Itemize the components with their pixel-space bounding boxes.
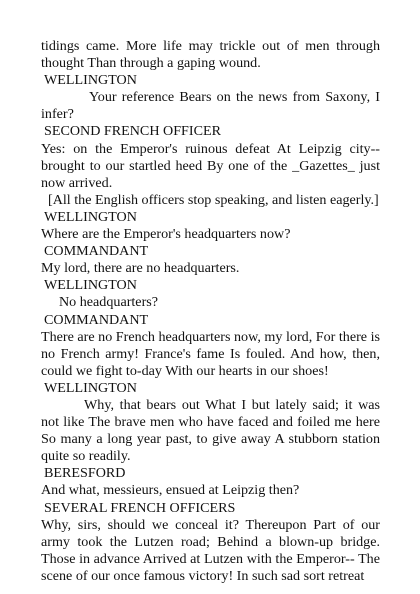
verse-text: My lord, there are no headquarters. [41,260,240,277]
speaker-name: WELLINGTON [44,277,137,294]
speaker-name: COMMANDANT [44,243,149,260]
speaker-name: BERESFORD [44,465,126,482]
verse-text: There are no French headquarters now, my lord, For there is no French army! France's fame Is fouled. And how, then, could we fight to-day With our hearts in our shoes! [41,328,380,379]
verse-text: No headquarters? [59,294,159,311]
speaker-name: WELLINGTON [44,72,137,89]
stage-direction: [All the English officers stop speaking, and listen eagerly.] [48,191,379,208]
verse-text: tidings came. More life may trickle out of men through thought Than through a gaping wound. [41,38,380,72]
verse-text: Your reference Bears on the news from Saxony, I infer? [41,89,380,123]
verse-text: And what, messieurs, ensued at Leipzig then? [41,482,300,499]
verse-text: Where are the Emperor's headquarters now? [41,226,291,243]
speaker-name: COMMANDANT [44,311,149,328]
verse-text: Yes: on the Emperor's ruinous defeat At Leipzig city--brought to our startled heed By one of the _Gazettes_ just now arrived. [41,140,380,191]
verse-text: Why, that bears out What I but lately said; it was not like The brave men who have faced and foiled me here So many a long year past, to give away A stubborn station quite so readily. [41,396,380,465]
speaker-name: WELLINGTON [44,208,137,225]
speaker-name: SECOND FRENCH OFFICER [44,123,221,140]
speaker-name: SEVERAL FRENCH OFFICERS [44,499,236,516]
speaker-name: WELLINGTON [44,379,137,396]
verse-text: Why, sirs, should we conceal it? Thereupon Part of our army took the Lutzen road; Behind a blown-up bridge. Those in advance Arrived at Lutzen with the Emperor-- The scene of our once famous victory! In such sad sort retreat [41,516,380,584]
